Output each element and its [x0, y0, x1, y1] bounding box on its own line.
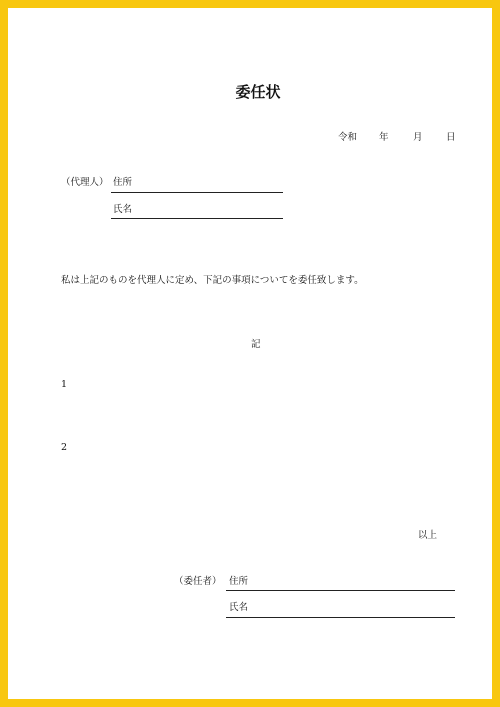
- agent-name-label: 氏名: [113, 204, 133, 215]
- date-day: 日: [446, 132, 456, 143]
- principal-address-line: [226, 590, 455, 591]
- principal-name-label: 氏名: [229, 602, 249, 613]
- date-month: 月: [413, 132, 423, 143]
- item-number-1: 1: [61, 379, 68, 390]
- date-era: 令和: [338, 132, 358, 143]
- ki-heading: 記: [251, 339, 261, 350]
- principal-address-label: 住所: [229, 576, 249, 587]
- agent-address-line: [111, 192, 283, 193]
- document-title: 委任状: [235, 83, 281, 101]
- agent-address-label: 住所: [113, 177, 133, 188]
- delegation-statement: 私は上記のものを代理人に定め、下記の事項についてを委任致します。: [61, 275, 364, 286]
- principal-name-line: [226, 617, 455, 618]
- agent-label: （代理人）: [61, 177, 109, 188]
- item-number-2: 2: [61, 442, 68, 453]
- agent-name-line: [111, 218, 283, 219]
- closing-mark: 以上: [418, 530, 438, 541]
- principal-label: （委任者）: [174, 576, 222, 587]
- date-year: 年: [379, 132, 389, 143]
